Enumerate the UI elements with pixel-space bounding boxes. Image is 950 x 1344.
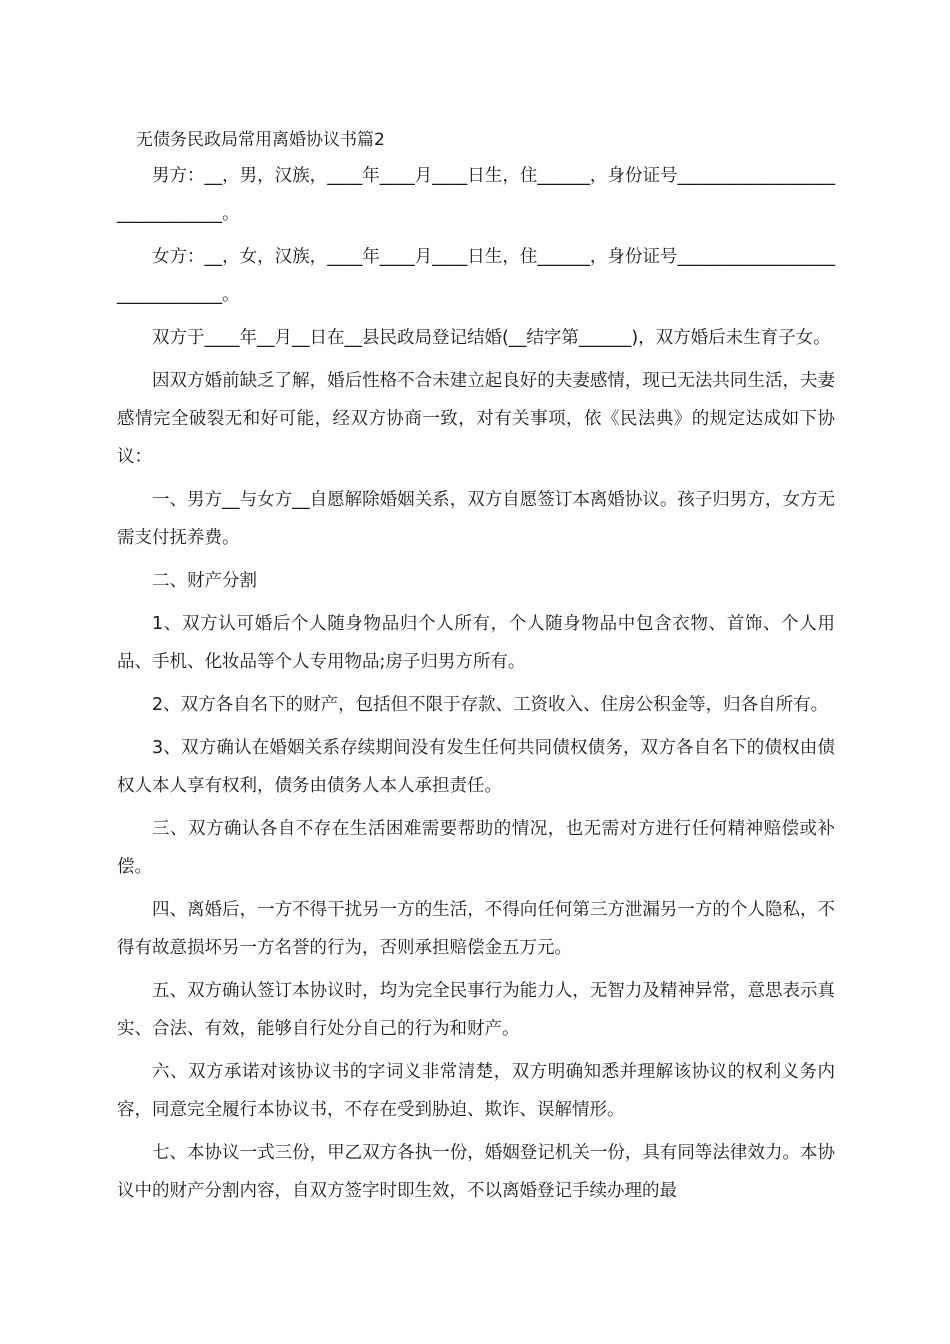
paragraph-female-party: 女方：__，女，汉族，____年____月____日生，住______，身份证号______________________________。: [117, 247, 835, 305]
paragraph-reason: 因双方婚前缺乏了解，婚后性格不合未建立起良好的夫妻感情，现已无法共同生活，夫妻感情完全破裂无和好可能，经双方协商一致，对有关事项，依《民法典》的规定达成如下协议：: [117, 371, 835, 467]
paragraph-clause-4: 四、离婚后，一方不得干扰另一方的生活，不得向任何第三方泄漏另一方的个人隐私，不得有故意损坏另一方名誉的行为，否则承担赔偿金五万元。: [117, 900, 835, 958]
paragraph-clause-7: 七、本协议一式三份，甲乙双方各执一份，婚姻登记机关一份，具有同等法律效力。本协议中的财产分割内容，自双方签字时即生效，不以离婚登记手续办理的最: [117, 1143, 835, 1201]
paragraph-clause-6: 六、双方承诺对该协议书的字词义非常清楚，双方明确知悉并理解该协议的权利义务内容，同意完全履行本协议书，不存在受到胁迫、欺诈、误解情形。: [117, 1062, 835, 1120]
paragraph-clause-3: 三、双方确认各自不存在生活困难需要帮助的情况，也无需对方进行任何精神赔偿或补偿。: [117, 819, 835, 877]
paragraph-clause-1: 一、男方__与女方__自愿解除婚姻关系，双方自愿签订本离婚协议。孩子归男方，女方无需支付抚养费。: [117, 490, 835, 548]
paragraph-clause-2-heading: 二、财产分割: [152, 571, 257, 591]
paragraph-marriage-registration: 双方于____年__月__日在__县民政局登记结婚(__结字第______)，双方婚后未生育子女。: [152, 328, 831, 348]
paragraph-clause-5: 五、双方确认签订本协议时，均为完全民事行为能力人，无智力及精神异常，意思表示真实、合法、有效，能够自行处分自己的行为和财产。: [117, 981, 835, 1039]
paragraph-property-1: 1、双方认可婚后个人随身物品归个人所有，个人随身物品中包含衣物、首饰、个人用品、手机、化妆品等个人专用物品;房子归男方所有。: [117, 614, 835, 672]
document-title: 无债务民政局常用离婚协议书篇2: [136, 130, 385, 150]
document-body: [117, 157, 835, 1215]
paragraph-property-2: 2、双方各自名下的财产，包括但不限于存款、工资收入、住房公积金等，归各自所有。: [152, 695, 829, 715]
paragraph-property-3: 3、双方确认在婚姻关系存续期间没有发生任何共同债权债务，双方各自名下的债权由债权人本人享有权利，债务由债务人本人承担责任。: [117, 738, 835, 796]
paragraph-male-party: 男方：__，男，汉族，____年____月____日生，住______，身份证号______________________________。: [117, 166, 835, 224]
